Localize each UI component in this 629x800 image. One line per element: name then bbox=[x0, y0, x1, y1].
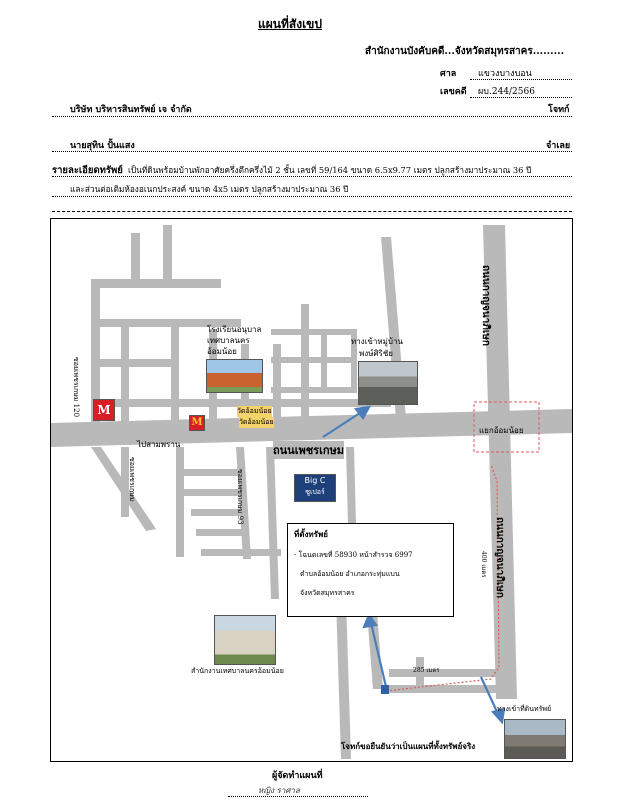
location-info-box bbox=[287, 523, 454, 617]
defendant-dots bbox=[52, 151, 572, 152]
village-label-2: พงษ์ศิริชัย bbox=[359, 349, 393, 358]
info-line-3: จังหวัดสมุทรสาคร bbox=[300, 589, 355, 597]
plaintiff-dots bbox=[52, 116, 572, 117]
municipality-photo bbox=[214, 615, 276, 665]
school-label-1: โรงเรียนอนุบาล bbox=[207, 325, 262, 334]
map-maker-label: ผู้จัดทำแผนที่ bbox=[272, 771, 323, 781]
court-dots bbox=[470, 79, 572, 80]
store-name: Big C bbox=[304, 476, 326, 485]
case-dots bbox=[470, 97, 572, 98]
info-line-1: - โฉนดเลขที่ 58930 หน้าสำรวจ 6997 bbox=[294, 551, 413, 559]
certification-text: โจทก์ขอยืนยันว่าเป็นแผนที่ทั้งทรัพย์จริง bbox=[341, 741, 476, 751]
details-dash bbox=[52, 211, 572, 212]
store-logo-left: M bbox=[93, 399, 115, 421]
distance-vertical: 400 เมตร bbox=[480, 551, 487, 578]
property-entrance-label: ทางเข้าที่ดินทรัพย์ bbox=[497, 705, 552, 713]
details-label: รายละเอียดทรัพย์ bbox=[52, 165, 123, 176]
signature-dots bbox=[228, 796, 368, 797]
plaintiff-role: โจทก์ bbox=[548, 105, 570, 115]
village-photo bbox=[358, 361, 418, 405]
to-samphran-label: ไปสามพราน bbox=[137, 440, 181, 449]
case-label: เลขคดี bbox=[440, 87, 467, 97]
court-value: แขวงบางบอน bbox=[478, 69, 532, 79]
store-logo bbox=[294, 474, 336, 502]
signature: หญิง ราศาล bbox=[258, 786, 300, 795]
distance-horizontal: 285 เมตร bbox=[413, 667, 440, 674]
school-label-2: เทศบาลนคร bbox=[207, 336, 250, 345]
location-map bbox=[50, 218, 573, 762]
details-line-2: และส่วนต่อเติมห้องอเนกประสงค์ ขนาด 4x5 เมตร ปลูกสร้างมาประมาณ 36 ปี bbox=[70, 184, 349, 194]
side-road-right-label: ซอยเพชรเกษม 93 bbox=[236, 469, 244, 525]
side-road-mid-label: ซอยเพชรเกษม bbox=[128, 457, 136, 502]
details-dots-1 bbox=[52, 176, 572, 177]
village-label-1: ทางเข้าหมู่บ้าน bbox=[351, 337, 403, 346]
main-road-label: ถนนเพชรเกษม bbox=[273, 441, 344, 459]
page-title: แผนที่สังเขป bbox=[258, 17, 322, 31]
kanchana-top-label: ถนนกาญจนาภิเษก bbox=[480, 265, 491, 346]
defendant-name: นายสุทิน ปั้นแสง bbox=[70, 141, 135, 151]
municipality-label: สำนักงานเทศบาลนครอ้อมน้อย bbox=[191, 667, 284, 675]
temple-label-2: วัดอ้อมน้อย bbox=[239, 418, 274, 426]
intersection-label: แยกอ้อมน้อย bbox=[479, 426, 524, 435]
defendant-role: จำเลย bbox=[546, 141, 571, 151]
property-marker bbox=[381, 685, 389, 694]
office-name: สำนักงานบังคับคดี...จังหวัดสมุทรสาคร......... bbox=[365, 46, 565, 57]
court-label: ศาล bbox=[440, 69, 457, 79]
school-photo bbox=[206, 359, 263, 393]
temple-label-1: วัดอ้อมน้อย bbox=[237, 407, 272, 415]
school-label-3: อ้อมน้อย bbox=[207, 347, 237, 356]
kanchana-bottom-label: ถนนกาญจนาภิเษก bbox=[494, 517, 505, 598]
details-line-1: เป็นที่ดินพร้อมบ้านพักอาศัยครึ่งตึกครึ่งไม้ 2 ชั้น เลขที่ 59/164 ขนาด 6.5x9.77 เมตร ปลูกสร้างมาประมาณ 36 ปี bbox=[128, 165, 532, 175]
info-title: ที่ตั้งทรัพย์ bbox=[294, 529, 328, 539]
details-dots-2 bbox=[52, 196, 572, 197]
case-value: ผบ.244/2566 bbox=[478, 87, 535, 97]
property-photo bbox=[504, 719, 566, 759]
side-road-left-label: ซอยเพชรเกษม 120 bbox=[72, 357, 80, 418]
mcdonalds-logo: M bbox=[189, 415, 205, 431]
info-line-2: ตำบลอ้อมน้อย อำเภอกระทุ่มแบน bbox=[300, 570, 400, 578]
plaintiff-name: บริษัท บริหารสินทรัพย์ เจ จำกัด bbox=[70, 105, 192, 115]
store-sub: ซูเปอร์ bbox=[305, 488, 325, 496]
